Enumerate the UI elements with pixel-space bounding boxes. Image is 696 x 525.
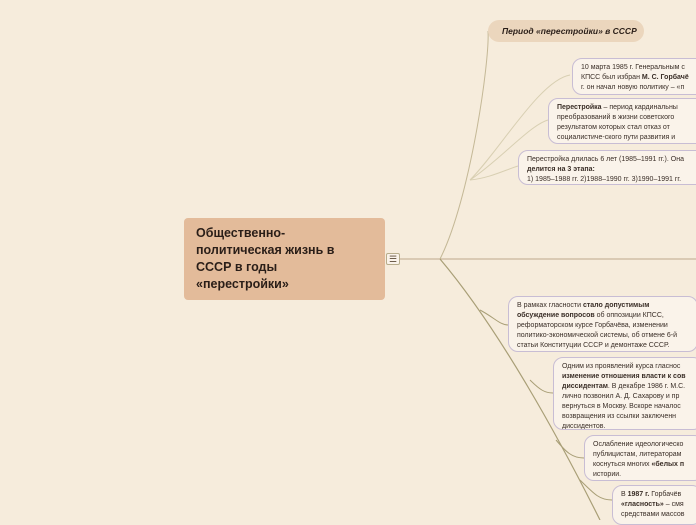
card-text: вернуться в Москву. Вскоре началос xyxy=(562,403,681,410)
card-text-bold: стало допустимым xyxy=(582,302,650,309)
topic-period-header-label: Период «перестройки» в СССР xyxy=(502,26,637,36)
card-text-line xyxy=(621,490,693,500)
card-text: г. он начал новую политику – «п xyxy=(581,84,685,91)
card-text: – смя xyxy=(663,501,684,508)
card-text-line xyxy=(562,412,694,422)
card-text: средствами массов xyxy=(621,511,685,518)
card-text-line xyxy=(581,83,696,93)
card-text: публицистам, литераторам xyxy=(593,451,682,458)
card-text: 10 марта 1985 г. Генеральным с xyxy=(581,64,685,71)
card-text-bold: обсуждение вопросов xyxy=(517,312,595,319)
subtopic-card-gorbachev-elected[interactable] xyxy=(572,58,696,95)
card-text-line xyxy=(593,440,695,450)
card-text-line xyxy=(517,301,689,311)
card-text-line xyxy=(593,460,695,470)
card-text: социалистиче-ского пути развития и xyxy=(557,134,676,141)
card-text: Одним из проявлений курса гласнос xyxy=(562,363,681,370)
card-text: В рамках гласности xyxy=(517,302,583,309)
central-topic-line: СССР в годы xyxy=(196,260,278,274)
card-text: – период кардинальны xyxy=(601,104,678,111)
subtopic-card-glasnost-1987[interactable] xyxy=(612,485,696,525)
card-text-line xyxy=(517,341,689,351)
card-text-line xyxy=(562,392,694,402)
central-topic-line: «перестройки» xyxy=(196,277,289,291)
card-text-line xyxy=(557,133,696,143)
card-text-line xyxy=(621,500,693,510)
subtopic-card-ideology-weakening[interactable] xyxy=(584,435,696,481)
card-text: преобразований в жизни советского xyxy=(557,114,675,121)
card-text: . В декабре 1986 г. М.С. xyxy=(607,383,686,390)
card-text-line xyxy=(517,311,689,321)
card-text: Перестройка длилась 6 лет (1985–1991 гг.). Она xyxy=(527,156,684,163)
card-text-line xyxy=(517,321,689,331)
subtopic-card-dissidents[interactable] xyxy=(553,357,696,430)
subtopic-card-perestroika-definition[interactable] xyxy=(548,98,696,144)
card-text: КПСС был избран xyxy=(581,74,642,81)
card-text: об оппозиции КПСС, xyxy=(594,312,664,319)
collapse-toggle-icon[interactable]: ☰ xyxy=(386,253,400,265)
card-text-bold: делится на 3 этапа: xyxy=(527,166,595,173)
card-text: статьи Конституции СССР и демонтаже СССР. xyxy=(517,342,670,349)
central-topic-line: Общественно- xyxy=(196,226,286,240)
card-text: 1) 1985–1988 гг. 2)1988–1990 гг. 3)1990–1991 гг. xyxy=(527,176,682,183)
card-text-line xyxy=(517,331,689,341)
card-text: диссидентов. xyxy=(562,423,606,430)
card-text: коснуться многих xyxy=(593,461,652,468)
card-text-line xyxy=(557,113,696,123)
card-text: политико-экономической системы, об отмене 6-й xyxy=(517,332,678,339)
card-text-bold: М. С. Горбачё xyxy=(641,74,689,81)
card-text-line xyxy=(581,63,696,73)
card-text: Ослабление идеологическо xyxy=(593,441,684,448)
card-text-line xyxy=(527,155,696,165)
card-text-line xyxy=(593,450,695,460)
card-text: Горбачёв xyxy=(649,491,682,498)
card-text-line xyxy=(557,103,696,113)
card-text-line xyxy=(562,372,694,382)
card-text-line xyxy=(562,362,694,372)
card-text-line xyxy=(562,382,694,392)
card-text-bold: 1987 г. xyxy=(627,491,650,498)
card-text: реформаторском курсе Горбачёва, изменении xyxy=(517,322,668,329)
card-text-bold: «гласность» xyxy=(621,501,664,508)
subtopic-card-perestroika-stages[interactable] xyxy=(518,150,696,185)
card-text-line xyxy=(581,73,696,83)
card-text: возвращения из ссылки заключенн xyxy=(562,413,677,420)
card-text-bold: «белых п xyxy=(651,461,685,468)
card-text-bold: диссидентам xyxy=(562,383,608,390)
card-text-line xyxy=(527,165,696,175)
topic-period-header[interactable] xyxy=(488,20,644,42)
card-text-line xyxy=(593,470,695,480)
central-topic[interactable] xyxy=(184,218,385,300)
card-text-line xyxy=(562,422,694,430)
subtopic-card-glasnost-discussion[interactable] xyxy=(508,296,696,352)
card-text-bold: Перестройка xyxy=(557,104,602,111)
card-text-line xyxy=(621,510,693,520)
card-text: результатом которых стал отказ от xyxy=(557,124,670,131)
card-text: лично позвонил А. Д. Сахарову и пр xyxy=(562,393,680,400)
card-text-line xyxy=(527,175,696,185)
card-text-bold: изменение отношения власти к сов xyxy=(562,373,686,380)
central-topic-line: политическая жизнь в xyxy=(196,243,335,257)
card-text: В xyxy=(621,491,628,498)
card-text: истории. xyxy=(593,471,622,478)
card-text-line xyxy=(557,123,696,133)
card-text-line xyxy=(562,402,694,412)
